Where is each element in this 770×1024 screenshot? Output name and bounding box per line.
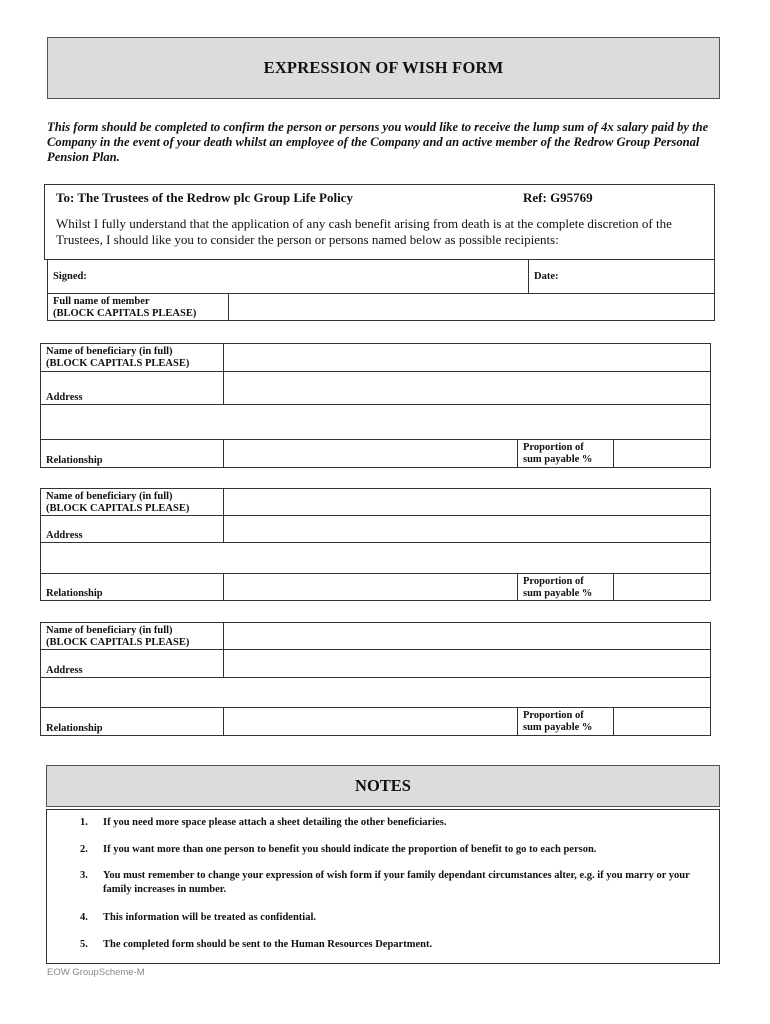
address-field-line-2[interactable]: [41, 678, 711, 708]
beneficiary-table-2: [40, 488, 711, 601]
member-name-field[interactable]: [229, 294, 715, 321]
beneficiary-table-3: [40, 622, 711, 736]
trustee-ref: Ref: G95769: [523, 190, 593, 205]
proportion-label: Proportion of sum payable %: [518, 440, 614, 468]
proportion-label: Proportion of sum payable %: [518, 574, 614, 601]
footer-code: EOW GroupScheme-M: [47, 967, 145, 978]
trustee-box: [44, 184, 715, 260]
member-name-label: Full name of member (BLOCK CAPITALS PLEASE): [48, 294, 229, 321]
relationship-label: Relationship: [41, 574, 224, 601]
date-field[interactable]: [529, 260, 715, 294]
beneficiary-table-1: [40, 343, 711, 468]
address-field-line-2[interactable]: [41, 405, 711, 440]
beneficiary-name-field[interactable]: [224, 344, 711, 372]
address-label: Address: [41, 372, 224, 405]
beneficiary-name-field[interactable]: [224, 489, 711, 516]
beneficiary-name-field[interactable]: [224, 623, 711, 650]
notes-heading: NOTES: [355, 776, 411, 795]
relationship-label: Relationship: [41, 440, 224, 468]
proportion-field[interactable]: [614, 440, 711, 468]
notes-box: 1. If you need more space please attach a sheet detailing the other beneficiaries. 2. If you want more than one person to benefit you should indicate the proportion of benefit to go to each person. 3. You must remember to change your expression of wish form if your family dependant circumstances alter, e.g. if you marry or your family increases in number. 4. This information will be treated as confidential. 5. The completed form should be sent to the Human Resources Department.: [46, 809, 720, 964]
relationship-field[interactable]: [224, 440, 518, 468]
beneficiary-name-label: Name of beneficiary (in full) (BLOCK CAPITALS PLEASE): [41, 623, 224, 650]
address-label: Address: [41, 516, 224, 543]
member-table: [47, 259, 715, 321]
proportion-field[interactable]: [614, 708, 711, 736]
relationship-field[interactable]: [224, 574, 518, 601]
proportion-label: Proportion of sum payable %: [518, 708, 614, 736]
intro-text: This form should be completed to confirm the person or persons you would like to receive the lump sum of 4x salary paid by the Company in the event of your death whilst an employee of the Company and an active member of the Redrow Group Personal Pension Plan.: [47, 120, 709, 164]
address-field-line-1[interactable]: [224, 516, 711, 543]
proportion-field[interactable]: [614, 574, 711, 601]
trustee-statement: Whilst I fully understand that the application of any cash benefit arising from death is at the complete discretion of the Trustees, I should like you to consider the person or persons named below as possible recipients:: [56, 216, 672, 247]
date-label: Date:: [534, 271, 559, 282]
address-field-line-2[interactable]: [41, 543, 711, 574]
form-title-box: [47, 37, 720, 99]
beneficiary-name-label: Name of beneficiary (in full) (BLOCK CAPITALS PLEASE): [41, 489, 224, 516]
address-label: Address: [41, 650, 224, 678]
trustee-to: To: The Trustees of the Redrow plc Group Life Policy: [56, 190, 353, 205]
relationship-label: Relationship: [41, 708, 224, 736]
beneficiary-name-label: Name of beneficiary (in full) (BLOCK CAPITALS PLEASE): [41, 344, 224, 372]
signed-label: Signed:: [53, 271, 87, 282]
notes-heading-box: [46, 765, 720, 807]
signed-field[interactable]: [48, 260, 529, 294]
form-title: EXPRESSION OF WISH FORM: [263, 58, 504, 77]
address-field-line-1[interactable]: [224, 372, 711, 405]
address-field-line-1[interactable]: [224, 650, 711, 678]
relationship-field[interactable]: [224, 708, 518, 736]
